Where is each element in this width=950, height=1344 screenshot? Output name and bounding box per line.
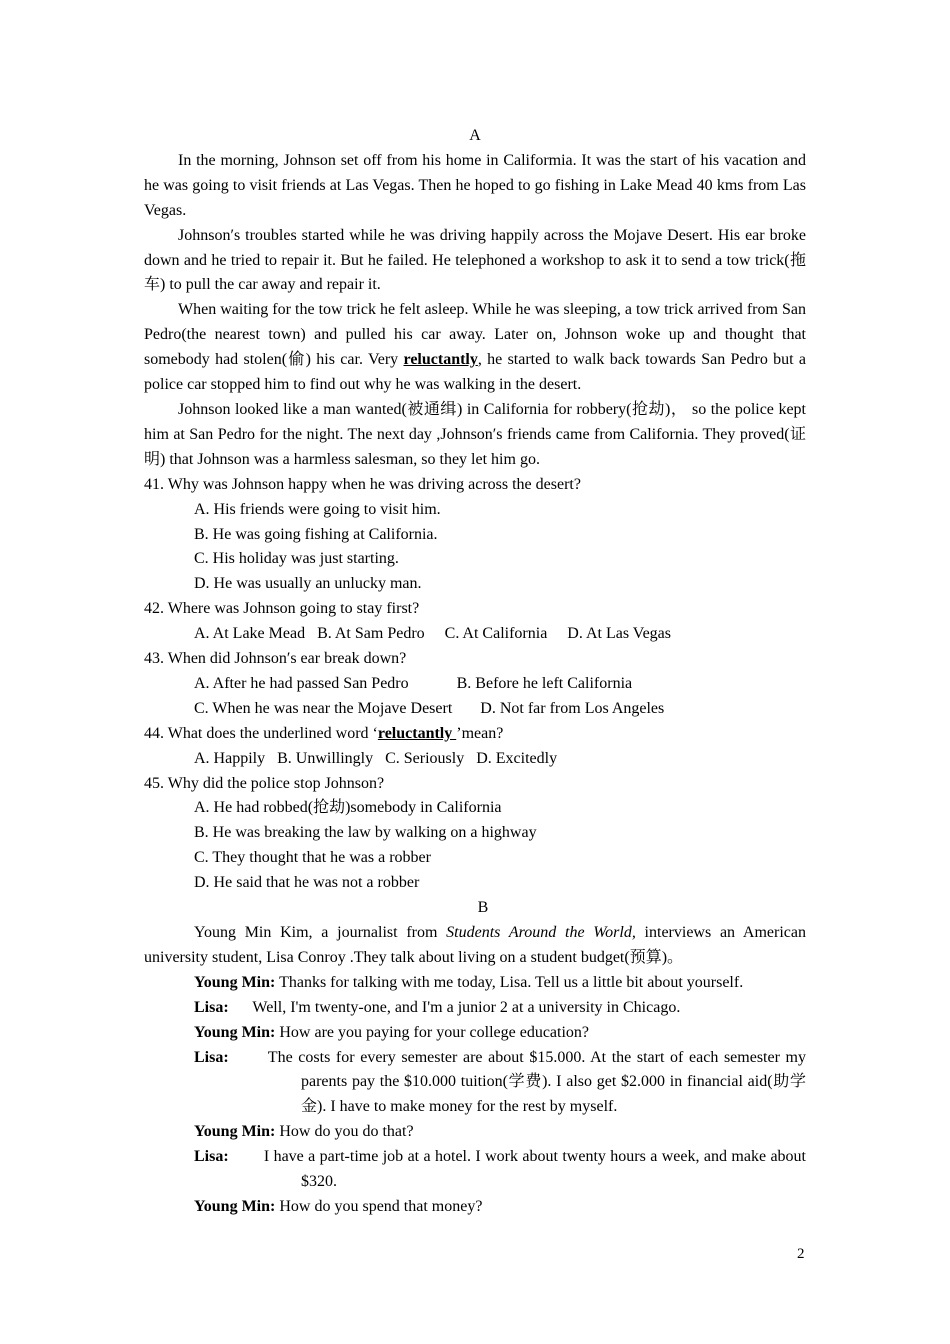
- dialogue-line: [194, 1120, 806, 1145]
- q44-options: A. Happily B. Unwillingly C. Seriously D. Excitedly: [194, 749, 558, 767]
- q44-stem-before: 44. What does the underlined word ‘: [144, 724, 378, 742]
- publication-title: Students Around the World,: [446, 924, 636, 941]
- paragraph-4: Johnson looked like a man wanted(被通缉) in California for robbery(抢劫)， so the police kept him at San Pedro for the night. The next day ,Johnson′s friends came from California. They proved(证明) that Johnson was a harmless salesman, so they let him go.: [144, 400, 806, 468]
- q41-option-b: B. He was going fishing at California.: [194, 525, 438, 543]
- q44-underlined-word: reluctantly: [377, 724, 457, 742]
- q45-option-a: A. He had robbed(抢劫)somebody in California: [194, 799, 502, 817]
- intro-before: Young Min Kim, a journalist from: [194, 924, 447, 941]
- section-a-heading: A: [469, 127, 481, 144]
- question-45: 45. Why did the police stop Johnson?: [144, 774, 385, 792]
- document-page: [144, 124, 810, 1220]
- paragraph-3: [144, 298, 806, 398]
- paragraph-3-before: When waiting for the tow trick he felt asleep. While he was sleeping, a tow trick arrived from San Pedro(the nearest town) and pulled his car away. Later on, Johnson woke up and thought that somebody had stolen(偷) his car. Very: [144, 301, 806, 369]
- q45-option-c: C. They thought that he was a robber: [194, 849, 431, 867]
- dialogue-text: How are you paying for your college education?: [275, 1023, 590, 1041]
- paragraph-1: In the morning, Johnson set off from his home in Califormia. It was the start of his vacation and he was going to visit friends at Las Vegas. Then he hoped to go fishing in Lake Mead 40 kms from Las Vegas.: [144, 151, 806, 219]
- q42-options: A. At Lake Mead B. At Sam Pedro C. At California D. At Las Vegas: [194, 625, 671, 643]
- q45-option-b: B. He was breaking the law by walking on a highway: [194, 824, 537, 842]
- speaker: Lisa:: [194, 998, 229, 1016]
- dialogue-line: [194, 996, 806, 1021]
- q45-option-d: D. He said that he was not a robber: [194, 874, 420, 892]
- dialogue-line: [194, 1195, 806, 1220]
- paragraph-2: Johnson′s troubles started while he was driving happily across the Mojave Desert. His ear broke down and he tried to repair it. But he failed. He telephoned a workshop to ask it to send a tow trick(拖车) to pull the car away and repair it.: [144, 226, 806, 294]
- dialogue-line: [194, 971, 806, 996]
- dialogue-text: How do you spend that money?: [275, 1197, 483, 1215]
- q43-options-row-2: C. When he was near the Mojave Desert D. Not far from Los Angeles: [194, 699, 665, 717]
- speaker: Young Min:: [194, 1123, 276, 1141]
- question-43: 43. When did Johnson′s ear break down?: [144, 650, 407, 668]
- q41-option-a: A. His friends were going to visit him.: [194, 500, 441, 518]
- q44-stem-after: ’mean?: [456, 724, 504, 742]
- section-b-heading: B: [477, 899, 489, 917]
- page-number: 2: [797, 1246, 805, 1262]
- intro-after: interviews an American university student, Lisa Conroy .They talk about living on a student budget(预算)。: [144, 924, 806, 966]
- dialogue-line: [194, 1021, 806, 1046]
- q41-option-c: C. His holiday was just starting.: [194, 550, 399, 568]
- q43-options-row-1: A. After he had passed San Pedro B. Before he left California: [194, 674, 633, 692]
- q41-option-d: D. He was usually an unlucky man.: [194, 575, 422, 593]
- question-41: 41. Why was Johnson happy when he was driving across the desert?: [144, 475, 581, 493]
- speaker: Young Min:: [194, 973, 276, 991]
- speaker: Young Min:: [194, 1197, 276, 1215]
- question-44: [144, 722, 806, 747]
- speaker: Young Min:: [194, 1023, 276, 1041]
- speaker: Lisa:: [194, 1148, 229, 1166]
- dialogue-text: The costs for every semester are about $15.000. At the start of each semester my parents pay the $10.000 tuition(学费). I also get $2.000 in financial aid(助学金). I have to make money for the rest by myself.: [228, 1048, 810, 1116]
- paragraph-3-after: , he started to walk back towards San Pedro but a police car stopped him to find out why he was walking in the desert.: [144, 351, 807, 394]
- underlined-word: reluctantly: [403, 351, 478, 369]
- dialogue-line: [194, 1046, 810, 1121]
- section-b-intro: [144, 921, 806, 971]
- dialogue-text: Thanks for talking with me today, Lisa. Tell us a little bit about yourself.: [275, 973, 744, 991]
- dialogue-text: How do you do that?: [275, 1123, 414, 1141]
- dialogue-text: I have a part-time job at a hotel. I work about twenty hours a week, and make about $320.: [228, 1148, 810, 1191]
- dialogue-text: Well, I'm twenty-one, and I'm a junior 2 at a university in Chicago.: [228, 998, 681, 1016]
- speaker: Lisa:: [194, 1048, 229, 1066]
- question-42: 42. Where was Johnson going to stay first?: [144, 600, 420, 618]
- dialogue-line: [194, 1145, 810, 1195]
